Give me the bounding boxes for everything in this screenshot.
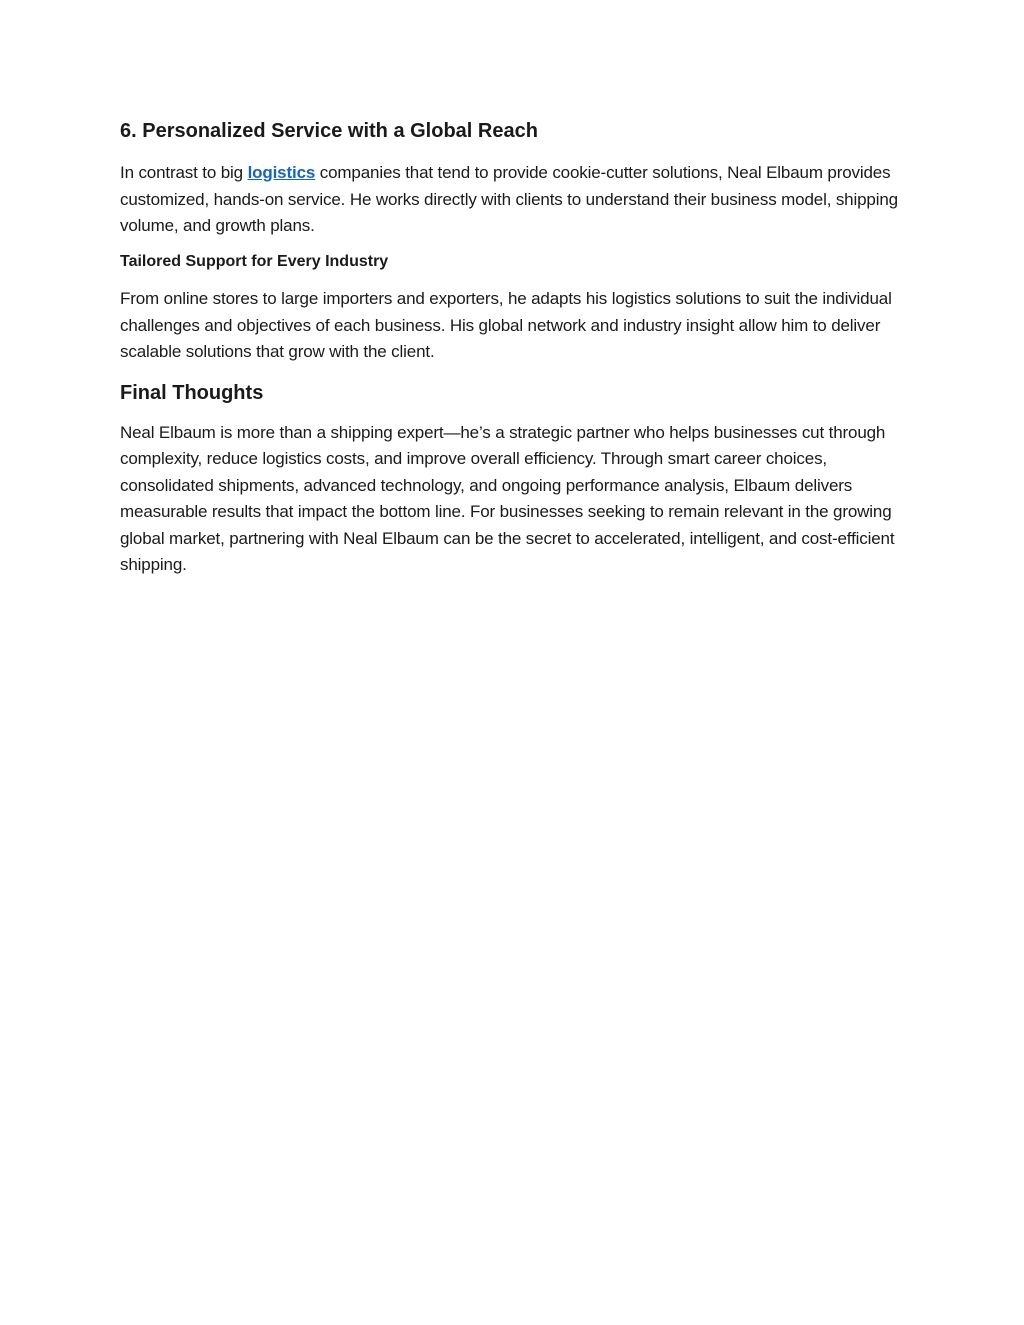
support-paragraph: From online stores to large importers and exporters, he adapts his logistics solutions to suit the individual challenges and objectives of each business. His global network and industry insight allow him to deliver scalable solutions that grow with the client.: [120, 289, 892, 362]
intro-text-end: companies that tend to provide cookie-cutter solutions, Neal Elbaum provides customized, hands-on service. He works directly with clients to understand their business model, shipping volume, and growth plans.: [120, 163, 898, 235]
intro-paragraph: [120, 160, 910, 240]
subheading: Tailored Support for Every Industry: [120, 252, 389, 270]
final-thoughts-paragraph: Neal Elbaum is more than a shipping expert—he’s a strategic partner who helps businesses cut through complexity, reduce logistics costs, and improve overall efficiency. Through smart career choices, consolidated shipments, advanced technology, and ongoing performance analysis, Elbaum delivers measurable results that impact the bottom line. For businesses seeking to remain relevant in the growing global market, partnering with Neal Elbaum can be the secret to accelerated, intelligent, and cost-efficient shipping.: [120, 422, 895, 575]
section-heading: 6. Personalized Service with a Global Reach: [120, 120, 538, 142]
logistics-link[interactable]: logistics: [247, 163, 316, 182]
document-page: [120, 118, 910, 585]
final-thoughts-heading: Final Thoughts: [120, 381, 264, 404]
intro-text-start: In contrast to big: [120, 163, 248, 182]
